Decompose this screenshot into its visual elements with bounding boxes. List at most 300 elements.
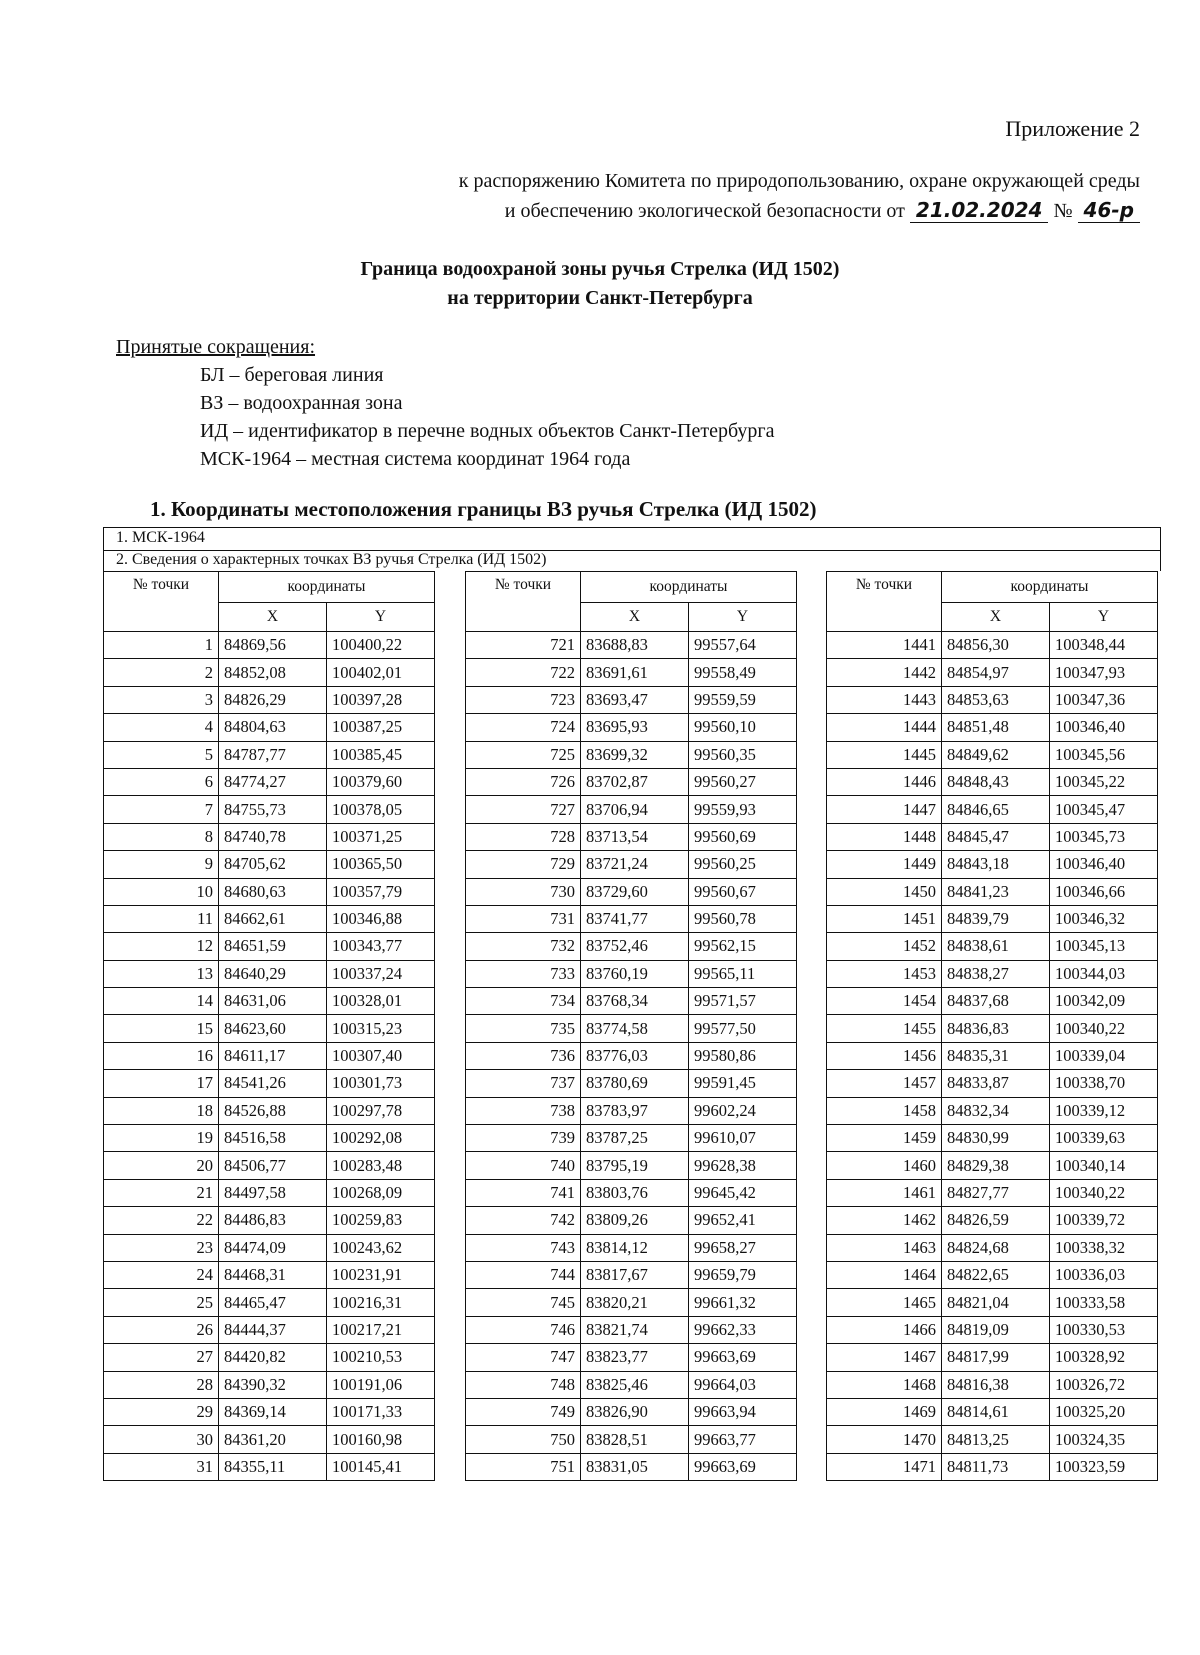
x-coordinate-cell: 84516,58 [219, 1125, 327, 1152]
point-number-cell: 29 [104, 1398, 219, 1425]
table-row [104, 768, 435, 795]
point-number-cell: 746 [466, 1316, 581, 1343]
point-number-cell: 1459 [827, 1125, 942, 1152]
table-row [827, 1097, 1158, 1124]
x-coordinate-cell: 84369,14 [219, 1398, 327, 1425]
table-row [104, 1426, 435, 1453]
point-number-cell: 1442 [827, 659, 942, 686]
y-coordinate-cell: 100340,22 [1050, 1015, 1158, 1042]
y-coordinate-cell: 99664,03 [689, 1371, 797, 1398]
y-coordinate-cell: 100371,25 [327, 823, 435, 850]
point-number-cell: 4 [104, 714, 219, 741]
x-coordinate-cell: 84869,56 [219, 632, 327, 659]
point-number-cell: 724 [466, 714, 581, 741]
y-coordinate-cell: 100345,13 [1050, 933, 1158, 960]
table-row [104, 1234, 435, 1261]
point-number-cell: 721 [466, 632, 581, 659]
x-coordinate-cell: 83803,76 [581, 1179, 689, 1206]
order-reference-line1: к распоряжению Комитета по природопользованию, охране окружающей среды [458, 170, 1140, 192]
point-number-cell: 722 [466, 659, 581, 686]
header-y: Y [1050, 603, 1158, 632]
x-coordinate-cell: 84848,43 [942, 768, 1050, 795]
point-number-cell: 18 [104, 1097, 219, 1124]
point-number-cell: 5 [104, 741, 219, 768]
header-coordinates: координаты [581, 572, 797, 603]
title-line2: на территории Санкт-Петербурга [447, 287, 753, 309]
x-coordinate-cell: 83713,54 [581, 823, 689, 850]
x-coordinate-cell: 83825,46 [581, 1371, 689, 1398]
point-number-cell: 22 [104, 1207, 219, 1234]
y-coordinate-cell: 100345,47 [1050, 796, 1158, 823]
y-coordinate-cell: 100301,73 [327, 1070, 435, 1097]
y-coordinate-cell: 99610,07 [689, 1125, 797, 1152]
point-number-cell: 31 [104, 1453, 219, 1480]
table-row [466, 1152, 797, 1179]
point-number-cell: 1441 [827, 632, 942, 659]
y-coordinate-cell: 100338,32 [1050, 1234, 1158, 1261]
table-row [827, 1234, 1158, 1261]
y-coordinate-cell: 99559,59 [689, 686, 797, 713]
y-coordinate-cell: 99560,35 [689, 741, 797, 768]
point-number-cell: 1456 [827, 1042, 942, 1069]
x-coordinate-cell: 83826,90 [581, 1398, 689, 1425]
x-coordinate-cell: 84355,11 [219, 1453, 327, 1480]
y-coordinate-cell: 100217,21 [327, 1316, 435, 1343]
x-coordinate-cell: 84826,29 [219, 686, 327, 713]
point-number-cell: 736 [466, 1042, 581, 1069]
y-coordinate-cell: 100402,01 [327, 659, 435, 686]
point-number-cell: 723 [466, 686, 581, 713]
table-row [827, 1207, 1158, 1234]
table-row [827, 796, 1158, 823]
table-row [827, 933, 1158, 960]
x-coordinate-cell: 83774,58 [581, 1015, 689, 1042]
table-row [466, 796, 797, 823]
x-coordinate-cell: 84838,27 [942, 960, 1050, 987]
table-row [104, 878, 435, 905]
table-row [466, 878, 797, 905]
table-row [827, 878, 1158, 905]
point-number-cell: 737 [466, 1070, 581, 1097]
point-number-cell: 1463 [827, 1234, 942, 1261]
point-number-cell: 1444 [827, 714, 942, 741]
x-coordinate-cell: 84680,63 [219, 878, 327, 905]
abbreviation-item: БЛ – береговая линия [200, 364, 384, 386]
x-coordinate-cell: 84830,99 [942, 1125, 1050, 1152]
y-coordinate-cell: 100340,22 [1050, 1179, 1158, 1206]
x-coordinate-cell: 84835,31 [942, 1042, 1050, 1069]
point-number-cell: 1468 [827, 1371, 942, 1398]
table-row [827, 1042, 1158, 1069]
table-row [827, 1344, 1158, 1371]
table-row [827, 632, 1158, 659]
y-coordinate-cell: 100346,40 [1050, 714, 1158, 741]
y-coordinate-cell: 100345,73 [1050, 823, 1158, 850]
x-coordinate-cell: 83741,77 [581, 905, 689, 932]
table-row [466, 686, 797, 713]
order-date-handwritten: 21.02.2024 [910, 198, 1049, 223]
x-coordinate-cell: 83831,05 [581, 1453, 689, 1480]
x-coordinate-cell: 84827,77 [942, 1179, 1050, 1206]
x-coordinate-cell: 84541,26 [219, 1070, 327, 1097]
points-info-label: 2. Сведения о характерных точках ВЗ ручья Стрелка (ИД 1502) [116, 551, 547, 568]
point-number-cell: 1452 [827, 933, 942, 960]
x-coordinate-cell: 83706,94 [581, 796, 689, 823]
header-point-number: № точки [827, 572, 942, 632]
point-number-cell: 30 [104, 1426, 219, 1453]
point-number-cell: 10 [104, 878, 219, 905]
x-coordinate-cell: 84826,59 [942, 1207, 1050, 1234]
point-number-cell: 747 [466, 1344, 581, 1371]
point-number-cell: 9 [104, 851, 219, 878]
y-coordinate-cell: 99558,49 [689, 659, 797, 686]
point-number-cell: 1461 [827, 1179, 942, 1206]
table-row [827, 1125, 1158, 1152]
table-row [104, 851, 435, 878]
y-coordinate-cell: 99565,11 [689, 960, 797, 987]
header-x: X [942, 603, 1050, 632]
table-row [827, 1398, 1158, 1425]
table-row [466, 1207, 797, 1234]
point-number-cell: 729 [466, 851, 581, 878]
x-coordinate-cell: 84420,82 [219, 1344, 327, 1371]
header-x: X [581, 603, 689, 632]
point-number-cell: 1471 [827, 1453, 942, 1480]
y-coordinate-cell: 99560,25 [689, 851, 797, 878]
point-number-cell: 1443 [827, 686, 942, 713]
point-number-cell: 740 [466, 1152, 581, 1179]
y-coordinate-cell: 100336,03 [1050, 1261, 1158, 1288]
y-coordinate-cell: 99659,79 [689, 1261, 797, 1288]
order-number-handwritten: 46-р [1078, 198, 1140, 223]
point-number-cell: 17 [104, 1070, 219, 1097]
y-coordinate-cell: 100268,09 [327, 1179, 435, 1206]
y-coordinate-cell: 99591,45 [689, 1070, 797, 1097]
table-row [827, 823, 1158, 850]
y-coordinate-cell: 100348,44 [1050, 632, 1158, 659]
table-row [466, 1261, 797, 1288]
coordinate-system-label: 1. МСК-1964 [116, 529, 205, 546]
y-coordinate-cell: 100357,79 [327, 878, 435, 905]
x-coordinate-cell: 83776,03 [581, 1042, 689, 1069]
y-coordinate-cell: 100346,66 [1050, 878, 1158, 905]
point-number-cell: 1449 [827, 851, 942, 878]
table-row [466, 933, 797, 960]
point-number-cell: 739 [466, 1125, 581, 1152]
y-coordinate-cell: 99560,10 [689, 714, 797, 741]
table-row [466, 1398, 797, 1425]
y-coordinate-cell: 99652,41 [689, 1207, 797, 1234]
point-number-cell: 732 [466, 933, 581, 960]
point-number-cell: 1464 [827, 1261, 942, 1288]
point-number-cell: 24 [104, 1261, 219, 1288]
point-number-cell: 1445 [827, 741, 942, 768]
x-coordinate-cell: 84843,18 [942, 851, 1050, 878]
point-number-cell: 7 [104, 796, 219, 823]
table-row [104, 1371, 435, 1398]
point-number-cell: 20 [104, 1152, 219, 1179]
table-row [466, 768, 797, 795]
y-coordinate-cell: 100346,40 [1050, 851, 1158, 878]
y-coordinate-cell: 99560,78 [689, 905, 797, 932]
y-coordinate-cell: 100326,72 [1050, 1371, 1158, 1398]
table-row [104, 1097, 435, 1124]
x-coordinate-cell: 84846,65 [942, 796, 1050, 823]
table-row [827, 1289, 1158, 1316]
y-coordinate-cell: 99663,77 [689, 1426, 797, 1453]
header-y: Y [689, 603, 797, 632]
header-coordinates: координаты [942, 572, 1158, 603]
point-number-cell: 749 [466, 1398, 581, 1425]
point-number-cell: 12 [104, 933, 219, 960]
x-coordinate-cell: 84851,48 [942, 714, 1050, 741]
x-coordinate-cell: 83809,26 [581, 1207, 689, 1234]
y-coordinate-cell: 100339,72 [1050, 1207, 1158, 1234]
x-coordinate-cell: 84468,31 [219, 1261, 327, 1288]
table-row [466, 1316, 797, 1343]
y-coordinate-cell: 99658,27 [689, 1234, 797, 1261]
table-row [104, 659, 435, 686]
y-coordinate-cell: 100330,53 [1050, 1316, 1158, 1343]
y-coordinate-cell: 100325,20 [1050, 1398, 1158, 1425]
order-reference-line2 [505, 198, 1140, 223]
table-row [104, 1289, 435, 1316]
table-row [104, 1015, 435, 1042]
x-coordinate-cell: 83688,83 [581, 632, 689, 659]
table-row [827, 851, 1158, 878]
x-coordinate-cell: 83783,97 [581, 1097, 689, 1124]
y-coordinate-cell: 100339,12 [1050, 1097, 1158, 1124]
table-row [827, 1316, 1158, 1343]
table-row [827, 1261, 1158, 1288]
y-coordinate-cell: 99560,69 [689, 823, 797, 850]
y-coordinate-cell: 99580,86 [689, 1042, 797, 1069]
x-coordinate-cell: 83693,47 [581, 686, 689, 713]
x-coordinate-cell: 84526,88 [219, 1097, 327, 1124]
x-coordinate-cell: 84444,37 [219, 1316, 327, 1343]
table-row [466, 1371, 797, 1398]
table-row [466, 1179, 797, 1206]
y-coordinate-cell: 100283,48 [327, 1152, 435, 1179]
y-coordinate-cell: 100297,78 [327, 1097, 435, 1124]
point-number-cell: 1465 [827, 1289, 942, 1316]
coordinate-info-frame [103, 527, 1161, 571]
y-coordinate-cell: 100324,35 [1050, 1426, 1158, 1453]
point-number-cell: 1462 [827, 1207, 942, 1234]
x-coordinate-cell: 83721,24 [581, 851, 689, 878]
x-coordinate-cell: 84817,99 [942, 1344, 1050, 1371]
point-number-cell: 23 [104, 1234, 219, 1261]
table-row [104, 1344, 435, 1371]
table-row [104, 1125, 435, 1152]
point-number-cell: 734 [466, 988, 581, 1015]
y-coordinate-cell: 100378,05 [327, 796, 435, 823]
point-number-cell: 6 [104, 768, 219, 795]
x-coordinate-cell: 83828,51 [581, 1426, 689, 1453]
table-row [104, 1261, 435, 1288]
table-row [827, 1371, 1158, 1398]
x-coordinate-cell: 84474,09 [219, 1234, 327, 1261]
title-line1: Граница водоохраной зоны ручья Стрелка (ИД 1502) [360, 258, 840, 280]
header-point-number: № точки [104, 572, 219, 632]
table-row [827, 1179, 1158, 1206]
y-coordinate-cell: 100338,70 [1050, 1070, 1158, 1097]
table-row [104, 632, 435, 659]
y-coordinate-cell: 100145,41 [327, 1453, 435, 1480]
y-coordinate-cell: 100337,24 [327, 960, 435, 987]
x-coordinate-cell: 84836,83 [942, 1015, 1050, 1042]
point-number-cell: 743 [466, 1234, 581, 1261]
point-number-cell: 1470 [827, 1426, 942, 1453]
y-coordinate-cell: 100343,77 [327, 933, 435, 960]
table-row [104, 741, 435, 768]
table-row [104, 714, 435, 741]
x-coordinate-cell: 84631,06 [219, 988, 327, 1015]
point-number-cell: 1469 [827, 1398, 942, 1425]
table-row [466, 1426, 797, 1453]
table-row [104, 988, 435, 1015]
x-coordinate-cell: 84465,47 [219, 1289, 327, 1316]
point-number-cell: 13 [104, 960, 219, 987]
x-coordinate-cell: 83817,67 [581, 1261, 689, 1288]
y-coordinate-cell: 99559,93 [689, 796, 797, 823]
header-coordinates: координаты [219, 572, 435, 603]
y-coordinate-cell: 100365,50 [327, 851, 435, 878]
abbreviation-item: МСК-1964 – местная система координат 1964 года [200, 448, 631, 470]
x-coordinate-cell: 84854,97 [942, 659, 1050, 686]
table-row [827, 1453, 1158, 1480]
point-number-cell: 1454 [827, 988, 942, 1015]
point-number-cell: 1453 [827, 960, 942, 987]
point-number-cell: 26 [104, 1316, 219, 1343]
y-coordinate-cell: 100171,33 [327, 1398, 435, 1425]
x-coordinate-cell: 83702,87 [581, 768, 689, 795]
x-coordinate-cell: 83823,77 [581, 1344, 689, 1371]
y-coordinate-cell: 100333,58 [1050, 1289, 1158, 1316]
x-coordinate-cell: 84651,59 [219, 933, 327, 960]
abbreviation-item: ВЗ – водоохранная зона [200, 392, 403, 414]
table-row [104, 823, 435, 850]
x-coordinate-cell: 83695,93 [581, 714, 689, 741]
section-title: 1. Координаты местоположения границы ВЗ ручья Стрелка (ИД 1502) [150, 497, 817, 521]
y-coordinate-cell: 99661,32 [689, 1289, 797, 1316]
table-row [827, 1152, 1158, 1179]
point-number-cell: 728 [466, 823, 581, 850]
x-coordinate-cell: 84740,78 [219, 823, 327, 850]
coordinate-system-row [104, 528, 1160, 551]
table-row [466, 1125, 797, 1152]
point-number-cell: 27 [104, 1344, 219, 1371]
x-coordinate-cell: 83760,19 [581, 960, 689, 987]
y-coordinate-cell: 99577,50 [689, 1015, 797, 1042]
table-row [827, 741, 1158, 768]
y-coordinate-cell: 99557,64 [689, 632, 797, 659]
x-coordinate-cell: 83795,19 [581, 1152, 689, 1179]
point-number-cell: 731 [466, 905, 581, 932]
x-coordinate-cell: 83820,21 [581, 1289, 689, 1316]
y-coordinate-cell: 100259,83 [327, 1207, 435, 1234]
point-number-cell: 742 [466, 1207, 581, 1234]
document-title [0, 255, 1200, 313]
point-number-cell: 735 [466, 1015, 581, 1042]
table-row [827, 988, 1158, 1015]
x-coordinate-cell: 84755,73 [219, 796, 327, 823]
y-coordinate-cell: 100160,98 [327, 1426, 435, 1453]
table-row [466, 823, 797, 850]
table-row [827, 960, 1158, 987]
table-row [104, 1398, 435, 1425]
x-coordinate-cell: 84640,29 [219, 960, 327, 987]
x-coordinate-cell: 84497,58 [219, 1179, 327, 1206]
x-coordinate-cell: 83752,46 [581, 933, 689, 960]
header-x: X [219, 603, 327, 632]
x-coordinate-cell: 84822,65 [942, 1261, 1050, 1288]
table-row [827, 1426, 1158, 1453]
appendix-label: Приложение 2 [1005, 116, 1140, 141]
table-row [466, 1015, 797, 1042]
y-coordinate-cell: 100243,62 [327, 1234, 435, 1261]
x-coordinate-cell: 84839,79 [942, 905, 1050, 932]
point-number-cell: 738 [466, 1097, 581, 1124]
x-coordinate-cell: 84838,61 [942, 933, 1050, 960]
table-row [466, 1234, 797, 1261]
y-coordinate-cell: 99663,69 [689, 1453, 797, 1480]
header-point-number: № точки [466, 572, 581, 632]
point-number-cell: 28 [104, 1371, 219, 1398]
x-coordinate-cell: 83780,69 [581, 1070, 689, 1097]
y-coordinate-cell: 100379,60 [327, 768, 435, 795]
x-coordinate-cell: 84774,27 [219, 768, 327, 795]
x-coordinate-cell: 83729,60 [581, 878, 689, 905]
y-coordinate-cell: 100400,22 [327, 632, 435, 659]
y-coordinate-cell: 100231,91 [327, 1261, 435, 1288]
point-number-cell: 730 [466, 878, 581, 905]
y-coordinate-cell: 100342,09 [1050, 988, 1158, 1015]
y-coordinate-cell: 100339,04 [1050, 1042, 1158, 1069]
x-coordinate-cell: 83691,61 [581, 659, 689, 686]
point-number-cell: 741 [466, 1179, 581, 1206]
x-coordinate-cell: 84787,77 [219, 741, 327, 768]
table-row [104, 686, 435, 713]
table-row [827, 659, 1158, 686]
point-number-cell: 2 [104, 659, 219, 686]
table-row [104, 933, 435, 960]
y-coordinate-cell: 100346,32 [1050, 905, 1158, 932]
y-coordinate-cell: 99560,67 [689, 878, 797, 905]
x-coordinate-cell: 84811,73 [942, 1453, 1050, 1480]
x-coordinate-cell: 84829,38 [942, 1152, 1050, 1179]
table-row [827, 1015, 1158, 1042]
point-number-cell: 8 [104, 823, 219, 850]
table-row [104, 796, 435, 823]
x-coordinate-cell: 84361,20 [219, 1426, 327, 1453]
table-row [104, 905, 435, 932]
x-coordinate-cell: 84821,04 [942, 1289, 1050, 1316]
point-number-cell: 14 [104, 988, 219, 1015]
x-coordinate-cell: 84852,08 [219, 659, 327, 686]
x-coordinate-cell: 84856,30 [942, 632, 1050, 659]
points-info-row [104, 550, 1160, 572]
y-coordinate-cell: 99571,57 [689, 988, 797, 1015]
y-coordinate-cell: 100216,31 [327, 1289, 435, 1316]
coordinates-table-3 [826, 571, 1158, 1481]
point-number-cell: 1455 [827, 1015, 942, 1042]
point-number-cell: 1447 [827, 796, 942, 823]
abbreviations-heading: Принятые сокращения: [116, 336, 316, 358]
x-coordinate-cell: 84506,77 [219, 1152, 327, 1179]
x-coordinate-cell: 84845,47 [942, 823, 1050, 850]
x-coordinate-cell: 84390,32 [219, 1371, 327, 1398]
